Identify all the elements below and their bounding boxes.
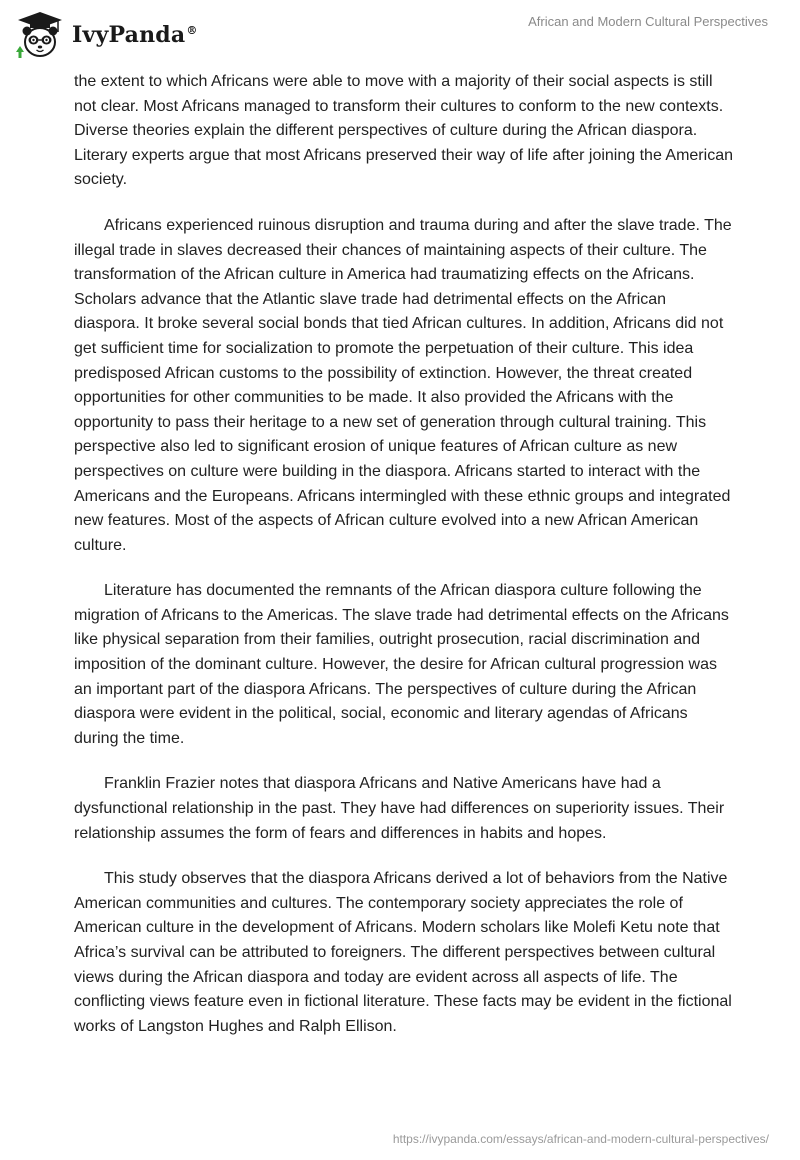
source-url[interactable]: https://ivypanda.com/essays/african-and-modern-cultural-perspectives/ — [392, 1132, 769, 1146]
paragraph: Franklin Frazier notes that diaspora Africans and Native Americans have had a dysfunctional relationship in the past. They have had differences on superiority issues. Their relationship assumes the form of fears and differences in habits and hopes. — [74, 775, 725, 842]
brand-name: IvyPanda® — [72, 22, 198, 48]
paragraph: Africans experienced ruinous disruption and trauma during and after the slave trade. The illegal trade in slaves decreased their chances of maintaining aspects of their culture. The transformation of the African culture in America had traumatizing effects on the Africans. Scholars advance that the Atlantic slave trade had detrimental effects on the African diaspora. It broke several social bonds that tied African cultures. In addition, Africans did not get sufficient time for socialization to promote the perpetuation of their culture. This idea predisposed African customs to the possibility of extinction. However, the threat created opportunities for other communities to be made. It also provided the Africans with the opportunity to pass their heritage to a new set of generation through cultural training. This perspective also led to significant erosion of unique features of African culture as new perspectives on culture were building in the diaspora. Africans started to interact with the Americans and the Europeans. Africans intermingled with these ethnic groups and integrated new features. Most of the aspects of African culture evolved into a new African American culture. — [74, 216, 732, 554]
paragraph: the extent to which Africans were able to move with a majority of their social aspects is still not clear. Most Africans managed to transform their cultures to conform to the new contexts. Diverse theories explain the different perspectives of culture during the African diaspora. Literary experts argue that most Africans preserved their way of life after joining the American society. — [74, 73, 733, 189]
registered-mark: ® — [186, 23, 198, 37]
ivypanda-logo[interactable] — [14, 10, 198, 60]
page-header — [0, 0, 800, 72]
paragraph: Literature has documented the remnants of the African diaspora culture following the migration of Africans to the Americas. The slave trade had detrimental effects on the Africans like physical separation from their families, outright prosecution, racial discrimination and imposition of the dominant culture. However, the desire for African cultural progression was an important part of the diaspora Africans. The perspectives of culture during the African diaspora were evident in the political, social, economic and literary agendas of Africans during the time. — [74, 582, 729, 747]
document-title: African and Modern Cultural Perspectives — [528, 14, 768, 29]
essay-body — [74, 70, 734, 1060]
panda-graduate-icon — [14, 10, 66, 60]
paragraph: This study observes that the diaspora Africans derived a lot of behaviors from the Native American communities and cultures. The contemporary society appreciates the role of American culture in the development of Africans. Modern scholars like Molefi Ketu note that Africa’s survival can be attributed to foreigners. The different perspectives between cultural views during the African diaspora and today are evident across all aspects of life. The conflicting views feature even in fictional literature. These facts may be evident in the fictional works of Langston Hughes and Ralph Ellison. — [74, 870, 732, 1035]
